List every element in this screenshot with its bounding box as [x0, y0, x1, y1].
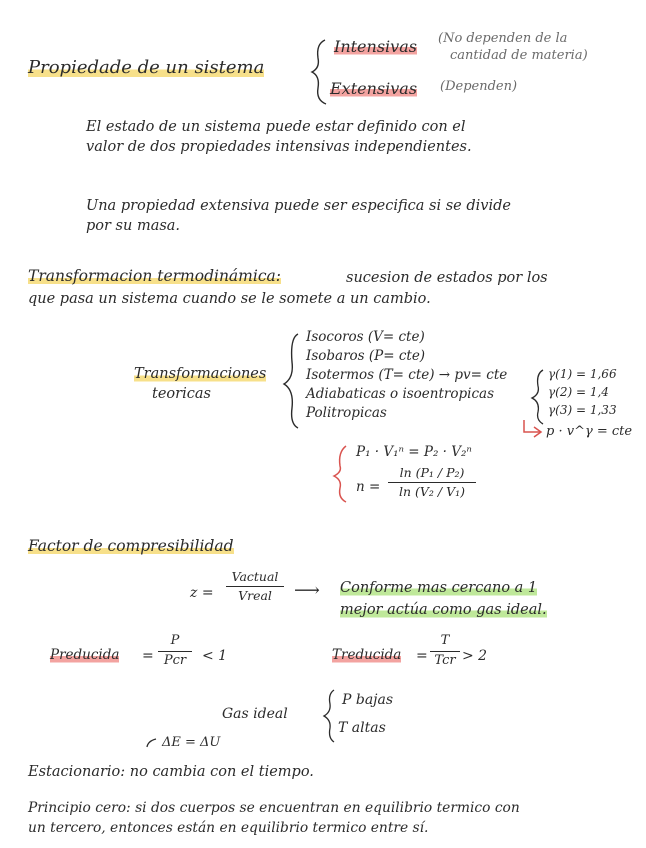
adiabatica-equation: p · v^γ = cte — [546, 424, 633, 439]
intensivas-label: Intensivas — [334, 37, 417, 56]
intensivas-note-2: cantidad de materia) — [450, 48, 588, 63]
z-fraction — [226, 570, 284, 604]
transformacion-def-2: que pasa un sistema cuando se le somete a un cambio. — [28, 291, 431, 307]
treducida-numerator: T — [440, 633, 450, 648]
z-numerator: Vactual — [231, 569, 279, 584]
gamma-3: γ(3) = 1,33 — [548, 403, 617, 417]
teoricas-item-politropicas: Politropicas — [306, 405, 387, 421]
energia-equation: ΔE = ΔU — [162, 735, 221, 750]
transformacion-title: Transformacion termodinámica: — [28, 267, 281, 285]
teoricas-label-2: teoricas — [152, 386, 211, 402]
extensivas-label: Extensivas — [330, 79, 418, 98]
politropica-equation: P₁ · V₁ⁿ = P₂ · V₂ⁿ — [356, 444, 472, 460]
teoricas-item-isobaros: Isobaros (P= cte) — [306, 348, 426, 364]
preducida-relation: < 1 — [202, 648, 228, 664]
treducida-denominator: Tcr — [434, 652, 456, 668]
brace-gamma — [532, 370, 543, 424]
teoricas-item-isotermos: Isotermos (T= cte) → pv= cte — [306, 367, 508, 383]
especifica-line-1: Una propiedad extensiva puede ser especifica si se divide — [86, 198, 511, 214]
brace-transformaciones — [284, 334, 298, 428]
transformacion-def-1: sucesion de estados por los — [346, 270, 548, 286]
n-numerator: ln (P₁ / P₂) — [399, 465, 465, 480]
factor-note-1: Conforme mas cercano a 1 — [340, 580, 538, 596]
n-equals: n = — [356, 479, 381, 495]
gamma-1: γ(1) = 1,66 — [548, 367, 617, 381]
factor-title: Factor de compresibilidad — [28, 537, 234, 555]
teoricas-item-adiabaticas: Adiabaticas o isoentropicas — [306, 386, 494, 402]
propiedades-title: Propiedade de un sistema — [28, 57, 265, 78]
teoricas-label-1: Transformaciones — [134, 366, 267, 382]
preducida-label: Preducida — [50, 647, 120, 663]
gas-ideal-label: Gas ideal — [222, 706, 288, 722]
estado-line-2: valor de dos propiedades intensivas independientes. — [86, 139, 472, 155]
brace-gas-ideal — [324, 690, 334, 742]
z-equals: z = — [190, 585, 214, 601]
gamma-2: γ(2) = 1,4 — [548, 385, 609, 399]
principio-line-2: un tercero, entonces están en equilibrio termico entre sí. — [28, 820, 429, 836]
brace-propiedades — [312, 40, 326, 104]
extensivas-note: (Dependen) — [440, 79, 518, 94]
preducida-fraction — [158, 634, 192, 669]
gas-ideal-t: T altas — [338, 720, 386, 736]
n-fraction — [388, 466, 476, 500]
estacionario-text: Estacionario: no cambia con el tiempo. — [28, 764, 314, 780]
treducida-fraction — [430, 634, 460, 669]
preducida-equals: = — [142, 648, 154, 664]
teoricas-item-isocoros: Isocoros (V= cte) — [306, 329, 425, 345]
z-arrow: ⟶ — [294, 580, 320, 601]
treducida-label: Treducida — [332, 647, 402, 663]
intensivas-note-1: (No dependen de la — [438, 31, 568, 46]
z-denominator: Vreal — [238, 588, 272, 604]
treducida-equals: = — [416, 648, 428, 664]
principio-line-1: Principio cero: si dos cuerpos se encuentran en equilibrio termico con — [28, 800, 520, 816]
treducida-relation: > 2 — [462, 648, 488, 664]
n-denominator: ln (V₂ / V₁) — [398, 484, 465, 500]
brace-politropicas — [334, 446, 346, 502]
factor-note-2: mejor actúa como gas ideal. — [340, 602, 547, 618]
preducida-numerator: P — [170, 633, 180, 648]
gas-ideal-p: P bajas — [342, 692, 394, 708]
estado-text: El estado de un sistema puede estar definido con el — [86, 119, 466, 135]
preducida-denominator: Pcr — [163, 652, 187, 668]
especifica-line-2: por su masa. — [86, 218, 181, 234]
estado-line-1 — [86, 119, 466, 136]
